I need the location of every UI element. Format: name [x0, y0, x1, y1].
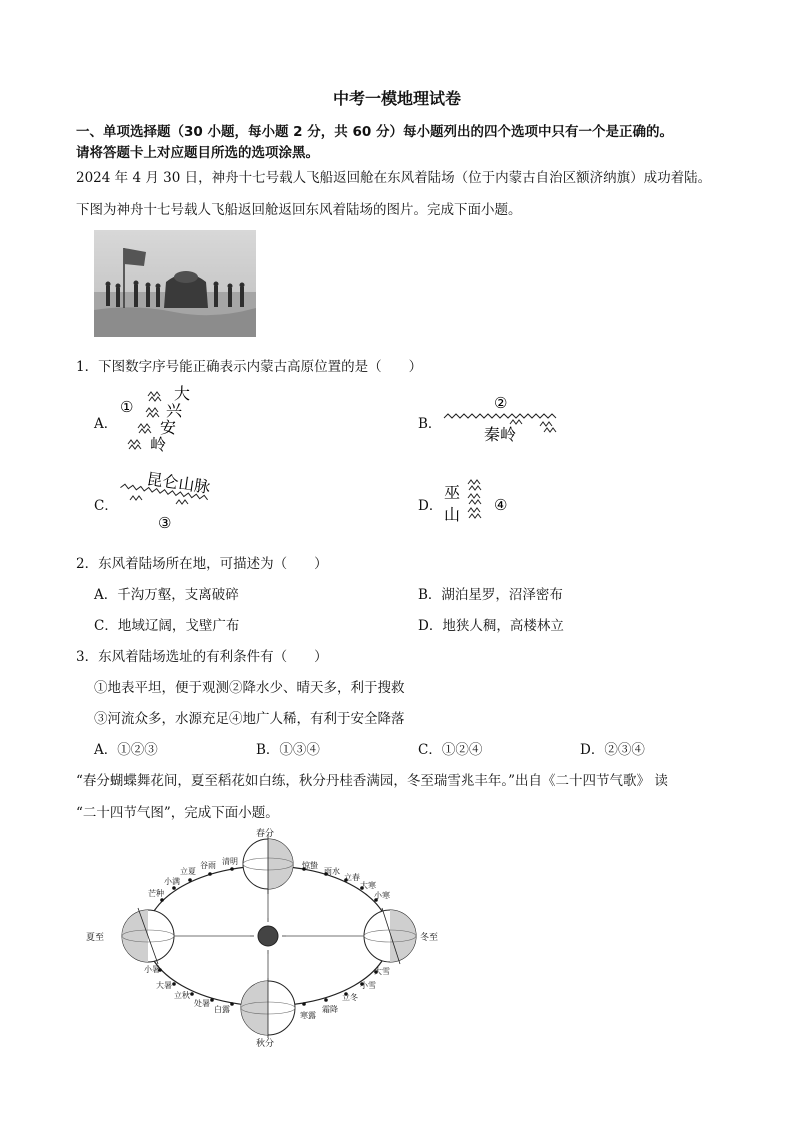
- solar-terms-diagram: [86, 828, 450, 1049]
- q1-option-b-number: ②: [494, 394, 508, 412]
- earth-summer-icon: [122, 908, 174, 964]
- section-instruction: 请将答题卡上对应题目所选的选项涂黑。: [76, 145, 319, 161]
- q3-statements-2: ③河流众多，水源充足④地广人稀，有利于安全降落: [94, 711, 405, 727]
- q1-option-d-map: [440, 474, 530, 530]
- term-hanlu: 寒露: [300, 1011, 316, 1020]
- term-summer: 夏至: [86, 933, 105, 943]
- q1-option-c-range-label: 昆仑山脉: [145, 469, 212, 497]
- q1-stem: 1．下图数字序号能正确表示内蒙古高原位置的是（ ）: [76, 359, 423, 375]
- q1-option-a-number: ①: [120, 398, 134, 416]
- term-qingming: 清明: [222, 857, 238, 866]
- term-xiaoshu: 小暑: [144, 965, 160, 974]
- term-winter: 冬至: [420, 933, 439, 943]
- earth-autumn-icon: [241, 978, 295, 1038]
- q1-option-b-label: B．: [418, 416, 442, 432]
- term-dahan: 大寒: [360, 881, 376, 890]
- page-title: 中考一模地理试卷: [332, 89, 461, 108]
- q1-option-c-map: [116, 466, 226, 534]
- term-xiaoman: 小满: [164, 877, 180, 886]
- q1-option-a-char-2: 兴: [166, 401, 183, 420]
- intro-line-2: 下图为神舟十七号载人飞船返回舱返回东风着陆场的图片。完成下面小题。: [76, 202, 522, 218]
- q3-option-d: D．②③④: [580, 742, 645, 758]
- q1-option-d-label: D．: [418, 498, 443, 514]
- q1-option-b-range-label: 秦岭: [484, 425, 517, 444]
- q3-option-a: A．①②③: [94, 742, 158, 758]
- term-bailu: 白露: [214, 1005, 230, 1014]
- q2-option-c: C．地域辽阔，戈壁广布: [94, 618, 240, 634]
- poem-line-2: “二十四节气图”，完成下面小题。: [76, 805, 279, 821]
- q3-stem: 3．东风着陆场选址的有利条件有（ ）: [76, 649, 328, 665]
- term-dashu: 大暑: [156, 981, 172, 990]
- q2-stem: 2．东风着陆场所在地，可描述为（ ）: [76, 556, 328, 572]
- term-lidong: 立冬: [342, 993, 358, 1002]
- q3-option-c: C．①②④: [418, 742, 483, 758]
- q1-option-a-map: [118, 382, 198, 456]
- earth-winter-icon: [364, 908, 416, 964]
- term-spring: 春分: [256, 829, 275, 839]
- term-autumn: 秋分: [256, 1039, 275, 1049]
- q1-option-c-number: ③: [158, 514, 172, 532]
- q1-option-d-number: ④: [494, 496, 508, 514]
- q2-option-d: D．地狭人稠，高楼林立: [418, 618, 564, 634]
- capsule-landing-photo: [94, 230, 256, 337]
- term-lixia: 立夏: [180, 867, 196, 876]
- section-heading: 一、单项选择题（30 小题，每小题 2 分，共 60 分）每小题列出的四个选项中只有一个是正确的。: [76, 124, 673, 140]
- term-yushui: 雨水: [324, 867, 340, 876]
- sun-icon: [258, 926, 278, 946]
- q2-option-a: A．千沟万壑，支离破碎: [94, 587, 239, 603]
- term-mangzhong: 芒种: [148, 889, 164, 898]
- q1-option-d-char-1: 巫: [444, 483, 461, 502]
- q1-option-a-char-4: 岭: [150, 435, 167, 454]
- q1-option-a-char-3: 安: [160, 418, 177, 437]
- q1-option-a-char-1: 大: [174, 384, 191, 403]
- term-guyu: 谷雨: [200, 861, 216, 870]
- earth-spring-icon: [243, 834, 293, 894]
- q1-option-d-char-2: 山: [444, 505, 461, 524]
- q1-option-c-label: C．: [94, 498, 118, 514]
- q1-option-b-map: [440, 388, 564, 448]
- term-jingzhe: 惊蛰: [302, 861, 318, 870]
- intro-line-1: 2024 年 4 月 30 日，神舟十七号载人飞船返回舱在东风着陆场（位于内蒙古自治区额济纳旗）成功着陆。: [76, 170, 712, 186]
- poem-line-1: “春分蝴蝶舞花间，夏至稻花如白练，秋分丹桂香满园，冬至瑞雪兆丰年。”出自《二十四节气歌》 读: [76, 773, 668, 789]
- term-xiaohan: 小寒: [374, 891, 390, 900]
- q3-option-b: B．①③④: [256, 742, 320, 758]
- q3-statements-1: ①地表平坦，便于观测②降水少、晴天多，利于搜救: [94, 680, 405, 696]
- term-xiaoxue: 小雪: [360, 981, 376, 990]
- q1-option-a-label: A．: [94, 416, 118, 432]
- term-lichun: 立春: [344, 873, 360, 882]
- term-liqiu: 立秋: [174, 991, 190, 1000]
- term-daxue: 大雪: [374, 967, 390, 976]
- term-shuangjiang: 霜降: [322, 1005, 338, 1014]
- term-chushu: 处暑: [194, 999, 210, 1008]
- q2-option-b: B．湖泊星罗，沼泽密布: [418, 587, 563, 603]
